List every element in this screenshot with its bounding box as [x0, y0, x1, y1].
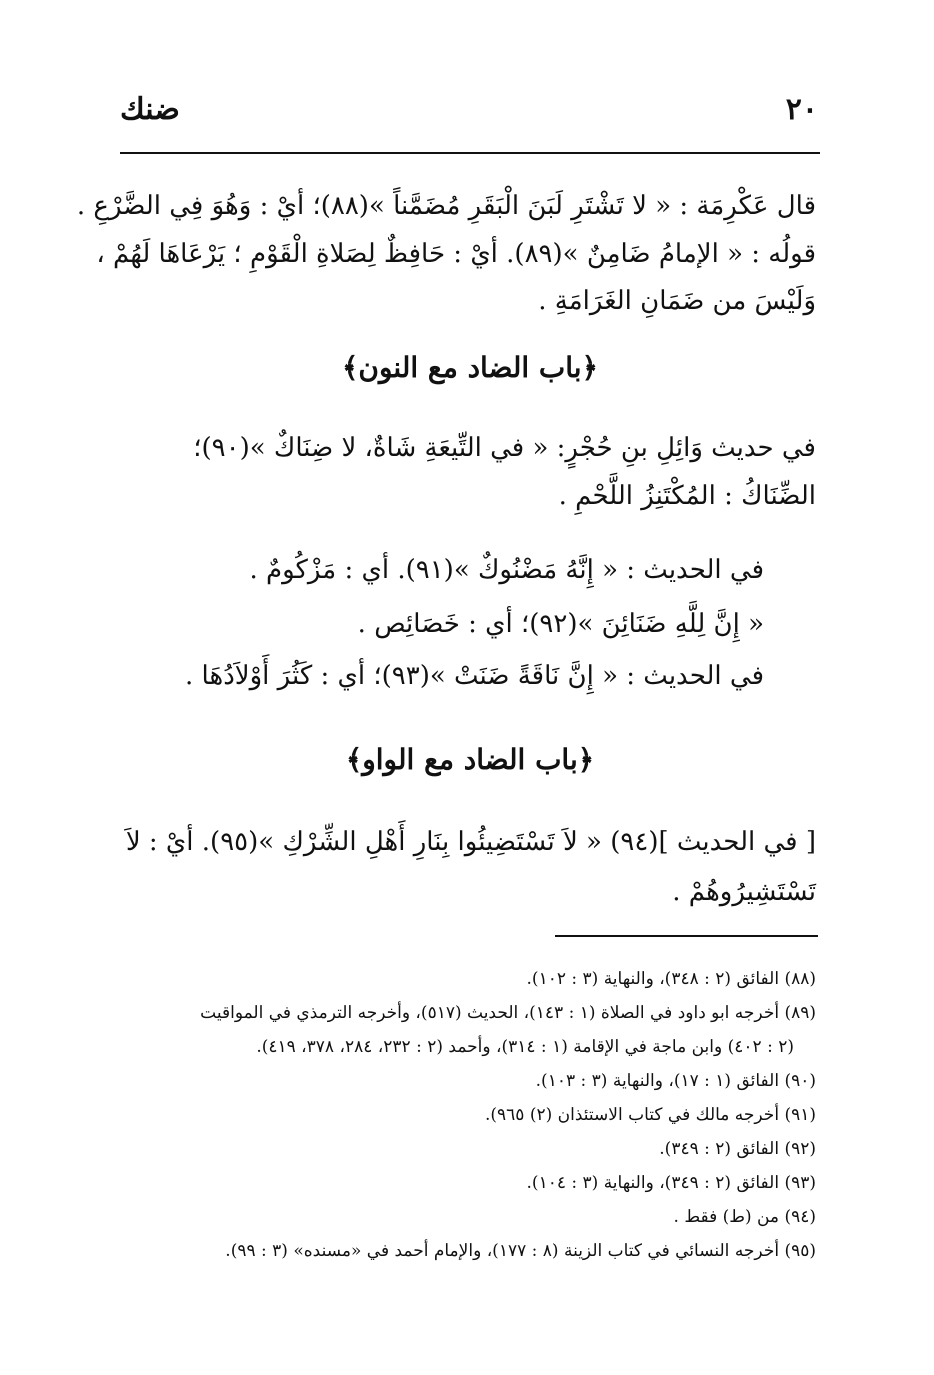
section-heading-nun: ﴿باب الضاد مع النون﴾ — [341, 351, 599, 384]
footnote-93: (٩٣) الفائق (٢ : ٣٤٩)، والنهاية (٣ : ١٠٤). — [526, 1173, 816, 1193]
footnote-92: (٩٢) الفائق (٢ : ٣٤٩). — [659, 1139, 816, 1159]
footnote-91: (٩١) أخرجه مالك في كتاب الاستئذان (٢) ٩٦٥). — [484, 1105, 816, 1125]
body-line-1: قال عَكْرِمَة : « لا تَشْتَرِ لَبَنَ الْبَقَرِ مُضَمَّناً »(٨٨)؛ أيْ : وَهُوَ فِي الضَّرْعِ . — [76, 191, 816, 221]
footnote-90: (٩٠) الفائق (١ : ١٧)، والنهاية (٣ : ١٠٣). — [535, 1071, 816, 1091]
body-line-3: وَلَيْسَ من ضَمَانِ الغَرَامَةِ . — [538, 286, 816, 316]
page-number: ٢٠ — [785, 92, 818, 127]
page-header — [120, 92, 818, 138]
footnote-88: (٨٨) الفائق (٢ : ٣٤٨)، والنهاية (٣ : ١٠٢). — [526, 969, 816, 989]
body-line-6: في الحديث : « إِنَّهُ مَضْنُوكٌ »(٩١). أي : مَزْكُومٌ . — [249, 555, 764, 585]
body-line-4: في حديث وَائِلِ بنِ حُجْرٍ: « في التِّيعَةِ شَاةٌ، لا ضِنَاكٌ »(٩٠)؛ — [193, 433, 816, 463]
header-rule — [120, 152, 820, 154]
body-line-8: في الحديث : « إِنَّ نَاقَةً ضَنَتْ »(٩٣)؛ أي : كَثُرَ أَوْلاَدُهَا . — [185, 661, 764, 691]
section-heading-waw: ﴿باب الضاد مع الواو﴾ — [345, 743, 595, 776]
body-line-7: « إِنَّ لِلَّهِ ضَنَائِنَ »(٩٢)؛ أي : خَصَائِص . — [357, 609, 764, 639]
footnote-rule — [555, 935, 818, 937]
body-line-5: الضِّنَاكُ : المُكْتَنِزُ اللَّحْمِ . — [558, 481, 816, 511]
body-line-2: قولُه : « الإمامُ ضَامِنٌ »(٨٩). أيْ : حَافِظٌ لِصَلاةِ الْقَوْمِ ؛ يَرْعَاهَا لَهُمْ ، — [96, 239, 816, 269]
running-head: ضنك — [120, 92, 180, 127]
footnote-94: (٩٤) من (ط) فقط . — [673, 1207, 816, 1227]
footnote-89-continued: (٢ : ٤٠٢) وابن ماجة في الإقامة (١ : ٣١٤)، وأحمد (٢ : ٢٣٢، ٢٨٤، ٣٧٨، ٤١٩). — [256, 1037, 794, 1057]
footnote-95: (٩٥) أخرجه النسائي في كتاب الزينة (٨ : ١٧٧)، والإمام أحمد في «مسنده» (٣ : ٩٩). — [225, 1241, 816, 1261]
footnote-89: (٨٩) أخرجه ابو داود في الصلاة (١ : ١٤٣)، الحديث (٥١٧)، وأخرجه الترمذي في المواقيت — [200, 1003, 816, 1023]
body-line-10: تَسْتَشِيرُوهُمْ . — [672, 877, 816, 907]
body-line-9: [ في الحديث ](٩٤) « لاَ تَسْتَضِيئُوا بِنَارِ أَهْلِ الشِّرْكِ »(٩٥). أيْ : لاَ — [125, 827, 816, 857]
